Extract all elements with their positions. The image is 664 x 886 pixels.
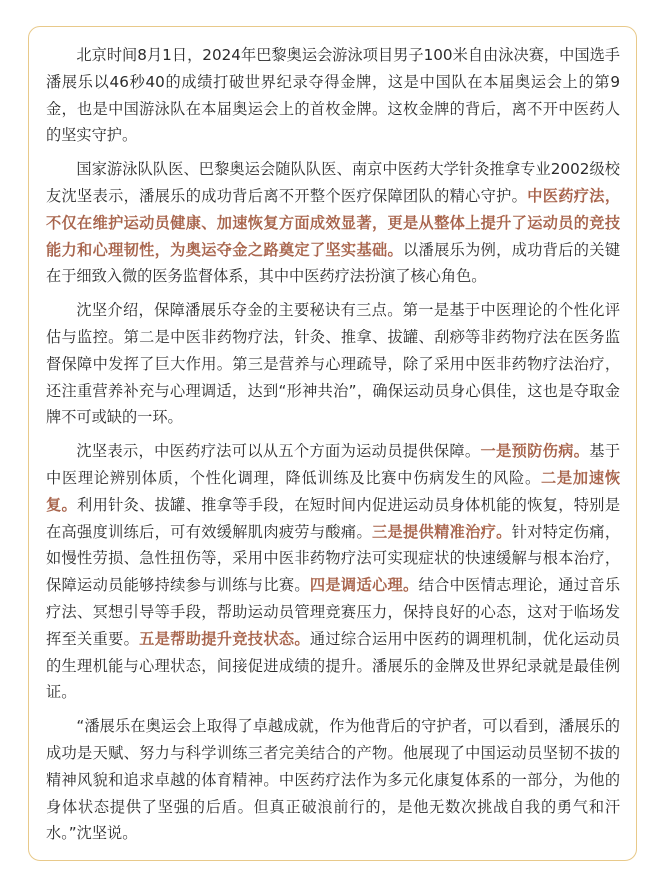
article-paragraph [46,713,620,847]
text-run: 结合中医情志理论，通过音乐疗法、冥想引导等手段，帮助运动员管理竞赛压力，保持良好的心态，这对于临场发挥至关重要。 [46,576,621,648]
text-run: 通过综合运用中医药的调理机制，优化运动员的生理机能与心理状态，间接促进成绩的提升。潘展乐的金牌及世界纪录就是最佳例证。 [46,629,621,702]
article-body [46,42,620,847]
text-run: 基于中医理论辨别体质，个性化调理，降低训练及比赛中伤病发生的风险。 [46,442,621,487]
article-paragraph [46,438,620,706]
text-run: 以潘展乐为例，成功背后的关键在于细致入微的医务监督体系，其中中医药疗法扮演了核心角色。 [46,240,621,286]
highlighted-text: 一是预防伤病。 [480,442,590,461]
highlighted-text: 中医药疗法，不仅在维护运动员健康、加速恢复方面成效显著，更是从整体上提升了运动员的竞技能力和心理韧性，为奥运夺金之路奠定了坚实基础。 [46,186,621,259]
article-paragraph [46,156,620,290]
text-run: 利用针灸、拔罐、推拿等手段，在短时间内促进运动员身体机能的恢复，特别是在高强度训练后，可有效缓解肌肉疲劳与酸痛。 [46,495,621,541]
text-run: 沈坚表示，中医药疗法可以从五个方面为运动员提供保障。 [76,442,481,461]
text-run: “潘展乐在奥运会上取得了卓越成就，作为他背后的守护者，可以看到，潘展乐的成功是天赋、努力与科学训练三者完美结合的产物。他展现了中国运动员坚韧不拔的精神风貌和追求卓越的体育精神。中医药疗法作为多元化康复体系的一部分，为他的身体状态提供了坚强的后盾。但真正破浪前行的，是他无数次挑战自我的勇气和汗水。”沈坚说。 [46,717,620,843]
article-paragraph [46,42,620,149]
text-run: 北京时间8月1日，2024年巴黎奥运会游泳项目男子100米自由泳决赛，中国选手潘展乐以46秒40的成绩打破世界纪录夺得金牌，这是中国队在本届奥运会上的第9金，也是中国游泳队在本届奥运会上的首枚金牌。这枚金牌的背后，离不开中医药人的坚实守护。 [46,46,620,145]
highlighted-text: 四是调适心理。 [309,576,419,595]
text-run: 国家游泳队队医、巴黎奥运会随队队医、南京中医药大学针灸推拿专业2002级校友沈坚表示，潘展乐的成功背后离不开整个医疗保障团队的精心守护。 [46,160,620,205]
text-run: 针对特定伤痛，如慢性劳损、急性扭伤等，采用中医非药物疗法可实现症状的快速缓解与根本治疗，保障运动员能够持续参与训练与比赛。 [46,522,621,595]
highlighted-text: 三是提供精准治疗。 [371,522,512,541]
article-paragraph [46,297,620,431]
highlighted-text: 二是加速恢复。 [46,468,621,514]
highlighted-text: 五是帮助提升竞技状态。 [139,629,310,648]
text-run: 沈坚介绍，保障潘展乐夺金的主要秘诀有三点。第一是基于中医理论的个性化评估与监控。第二是中医非药物疗法，针灸、推拿、拔罐、刮痧等非药物疗法在医务监督保障中发挥了巨大作用。第三是营养与心理疏导，除了采用中医非药物疗法治疗，还注重营养补充与心理调适，达到“形神共治”，确保运动员身心俱佳，这也是夺取金牌不可或缺的一环。 [46,301,620,427]
